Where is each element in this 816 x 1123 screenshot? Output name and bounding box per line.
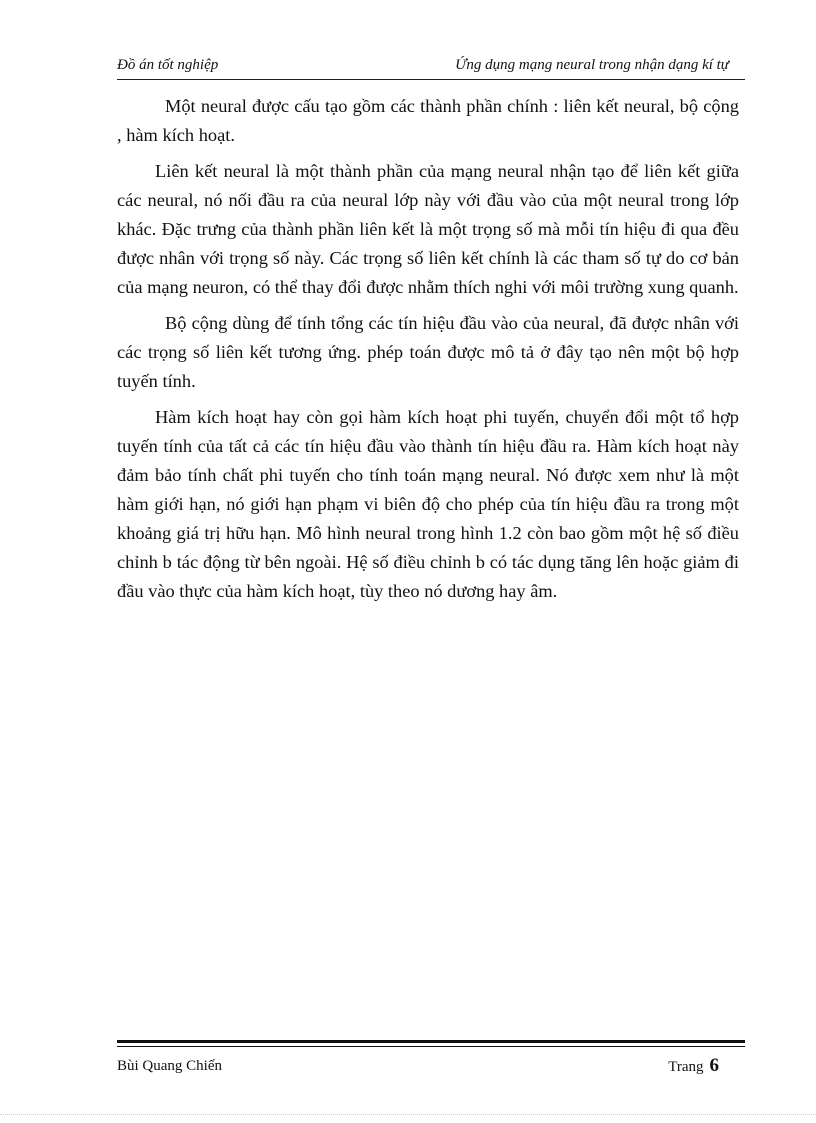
paragraph-adder: Bộ cộng dùng để tính tổng các tín hiệu đầu vào của neural, đã được nhân với các trọng số liên kết tương ứng. phép toán được mô tả ở đây tạo nên một bộ hợp tuyến tính.	[117, 313, 739, 391]
footer-author: Bùi Quang Chiến	[117, 1058, 222, 1074]
page-label: Trang	[668, 1059, 704, 1075]
page-header	[117, 57, 745, 79]
footer-divider-thick	[117, 1040, 745, 1043]
header-thesis-title: Ứng dụng mạng neural trong nhận dạng kí tự	[455, 57, 729, 73]
page-number: 6	[709, 1055, 719, 1076]
footer-divider-thin	[117, 1046, 745, 1047]
page-number-block	[668, 1055, 719, 1077]
header-divider	[117, 79, 745, 80]
page-bottom-edge	[0, 1114, 816, 1115]
paragraph-neural-components: Một neural được cấu tạo gồm các thành phần chính : liên kết neural, bộ cộng , hàm kích hoạt.	[117, 96, 739, 145]
page-footer	[117, 1055, 745, 1079]
header-thesis-label: Đồ án tốt nghiệp	[117, 57, 219, 73]
paragraph-activation-function: Hàm kích hoạt hay còn gọi hàm kích hoạt phi tuyến, chuyển đổi một tổ hợp tuyến tính của tất cả các tín hiệu đầu vào thành tín hiệu đầu ra. Hàm kích hoạt này đảm bảo tính chất phi tuyến cho tính toán mạng neural. Nó được xem như là một hàm giới hạn, nó giới hạn phạm vi biên độ cho phép của tín hiệu đầu ra trong một khoảng giá trị hữu hạn. Mô hình neural trong hình 1.2 còn bao gồm một hệ số điều chỉnh b tác động từ bên ngoài. Hệ số điều chỉnh b có tác dụng tăng lên hoặc giảm đi đầu vào thực của hàm kích hoạt, tùy theo nó dương hay âm.	[117, 407, 739, 601]
paragraph-neural-link: Liên kết neural là một thành phần của mạng neural nhận tạo để liên kết giữa các neural, nó nối đầu ra của neural lớp này với đầu vào của một neural trong lớp khác. Đặc trưng của thành phần liên kết là một trọng số mà mỗi tín hiệu đi qua đều được nhân với trọng số này. Các trọng số liên kết chính là các tham số tự do cơ bản của mạng neuron, có thể thay đổi được nhằm thích nghi với môi trường xung quanh.	[117, 161, 739, 297]
document-body	[117, 92, 739, 613]
